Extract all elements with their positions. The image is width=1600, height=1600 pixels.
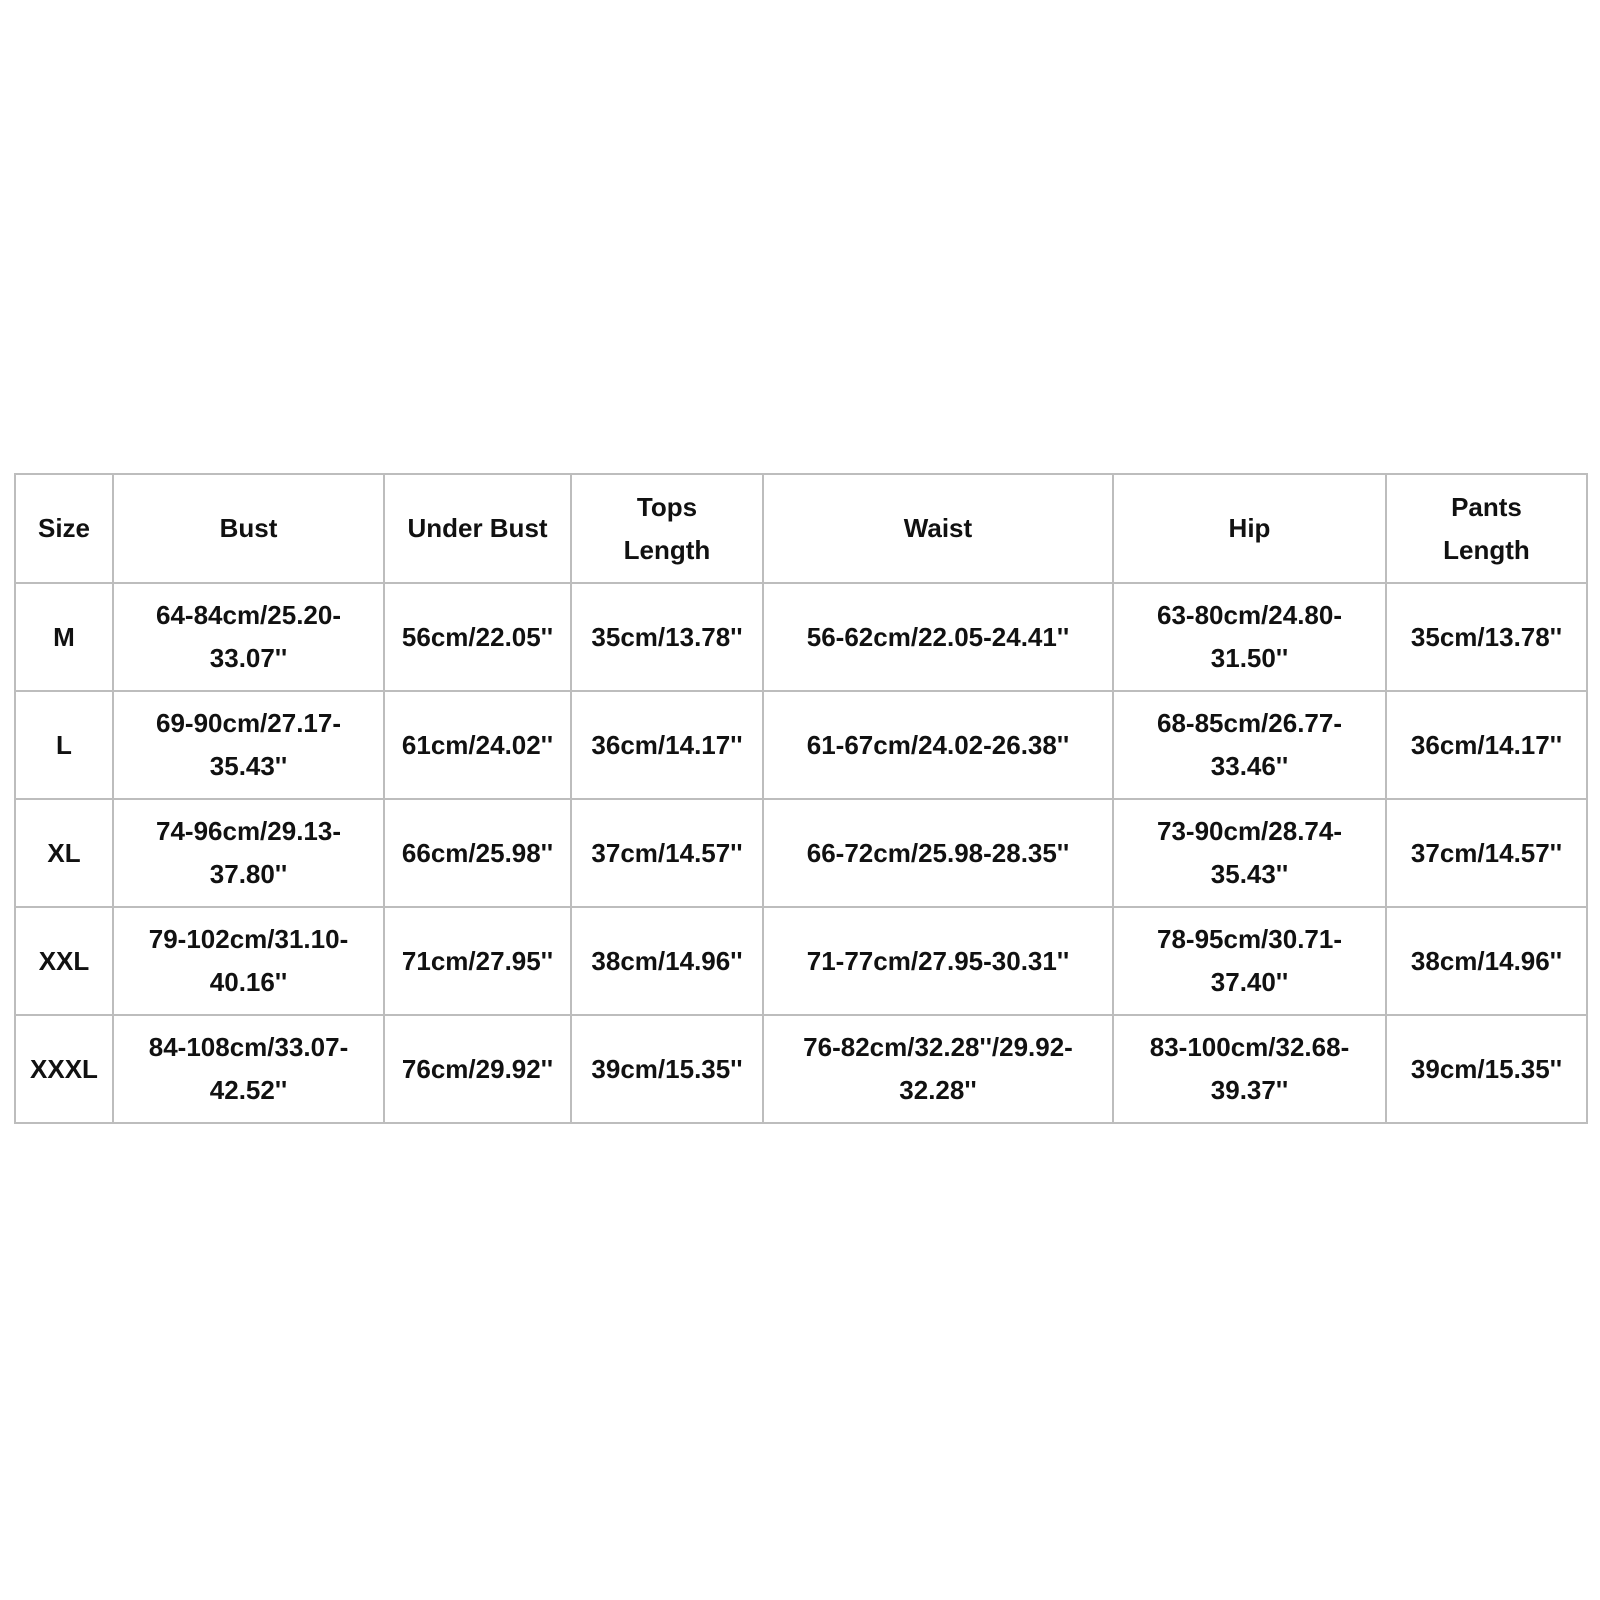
cell-tops-length: 39cm/15.35'' (571, 1015, 763, 1123)
table-row (15, 583, 1587, 691)
table-row (15, 799, 1587, 907)
cell-waist (763, 1015, 1113, 1123)
cell-size: M (15, 583, 113, 691)
cell-size: XXL (15, 907, 113, 1015)
cell-pants-length: 38cm/14.96'' (1386, 907, 1587, 1015)
cell-size: XL (15, 799, 113, 907)
cell-bust-text: 64-84cm/25.20-33.07'' (155, 600, 342, 673)
cell-hip-text: 68-85cm/26.77-33.46'' (1156, 708, 1343, 781)
cell-waist: 56-62cm/22.05-24.41'' (763, 583, 1113, 691)
cell-hip (1113, 583, 1386, 691)
size-chart-table (14, 473, 1588, 1124)
header-pants-length-label: Pants Length (1443, 491, 1530, 565)
table-row (15, 691, 1587, 799)
cell-pants-length: 39cm/15.35'' (1386, 1015, 1587, 1123)
cell-size: L (15, 691, 113, 799)
cell-under-bust: 61cm/24.02'' (384, 691, 571, 799)
cell-under-bust: 66cm/25.98'' (384, 799, 571, 907)
cell-bust-text: 84-108cm/33.07-42.52'' (148, 1032, 349, 1105)
header-hip: Hip (1113, 474, 1386, 583)
cell-bust (113, 691, 384, 799)
header-under-bust: Under Bust (384, 474, 571, 583)
cell-waist: 66-72cm/25.98-28.35'' (763, 799, 1113, 907)
header-tops-length (571, 474, 763, 583)
cell-hip (1113, 691, 1386, 799)
cell-waist: 71-77cm/27.95-30.31'' (763, 907, 1113, 1015)
cell-hip (1113, 907, 1386, 1015)
cell-bust-text: 74-96cm/29.13-37.80'' (155, 816, 342, 889)
cell-pants-length: 35cm/13.78'' (1386, 583, 1587, 691)
cell-bust-text: 79-102cm/31.10-40.16'' (148, 924, 349, 997)
cell-bust (113, 1015, 384, 1123)
cell-hip (1113, 799, 1386, 907)
cell-size: XXXL (15, 1015, 113, 1123)
cell-tops-length: 37cm/14.57'' (571, 799, 763, 907)
size-chart-body (15, 583, 1587, 1123)
cell-tops-length: 38cm/14.96'' (571, 907, 763, 1015)
cell-bust (113, 583, 384, 691)
table-row (15, 907, 1587, 1015)
cell-tops-length: 35cm/13.78'' (571, 583, 763, 691)
cell-waist: 61-67cm/24.02-26.38'' (763, 691, 1113, 799)
header-waist: Waist (763, 474, 1113, 583)
header-size: Size (15, 474, 113, 583)
cell-under-bust: 71cm/27.95'' (384, 907, 571, 1015)
size-chart-header (15, 474, 1587, 583)
cell-bust (113, 799, 384, 907)
cell-under-bust: 56cm/22.05'' (384, 583, 571, 691)
header-tops-length-label: Tops Length (623, 491, 711, 565)
cell-pants-length: 37cm/14.57'' (1386, 799, 1587, 907)
cell-tops-length: 36cm/14.17'' (571, 691, 763, 799)
header-row (15, 474, 1587, 583)
cell-bust-text: 69-90cm/27.17-35.43'' (155, 708, 342, 781)
cell-hip-text: 78-95cm/30.71-37.40'' (1156, 924, 1343, 997)
cell-hip-text: 83-100cm/32.68-39.37'' (1149, 1032, 1350, 1105)
cell-hip-text: 73-90cm/28.74-35.43'' (1156, 816, 1343, 889)
cell-hip-text: 63-80cm/24.80-31.50'' (1156, 600, 1343, 673)
cell-under-bust: 76cm/29.92'' (384, 1015, 571, 1123)
table-row (15, 1015, 1587, 1123)
cell-hip (1113, 1015, 1386, 1123)
header-bust: Bust (113, 474, 384, 583)
header-pants-length (1386, 474, 1587, 583)
cell-bust (113, 907, 384, 1015)
cell-waist-text: 76-82cm/32.28''/29.92-32.28'' (803, 1032, 1073, 1105)
cell-pants-length: 36cm/14.17'' (1386, 691, 1587, 799)
